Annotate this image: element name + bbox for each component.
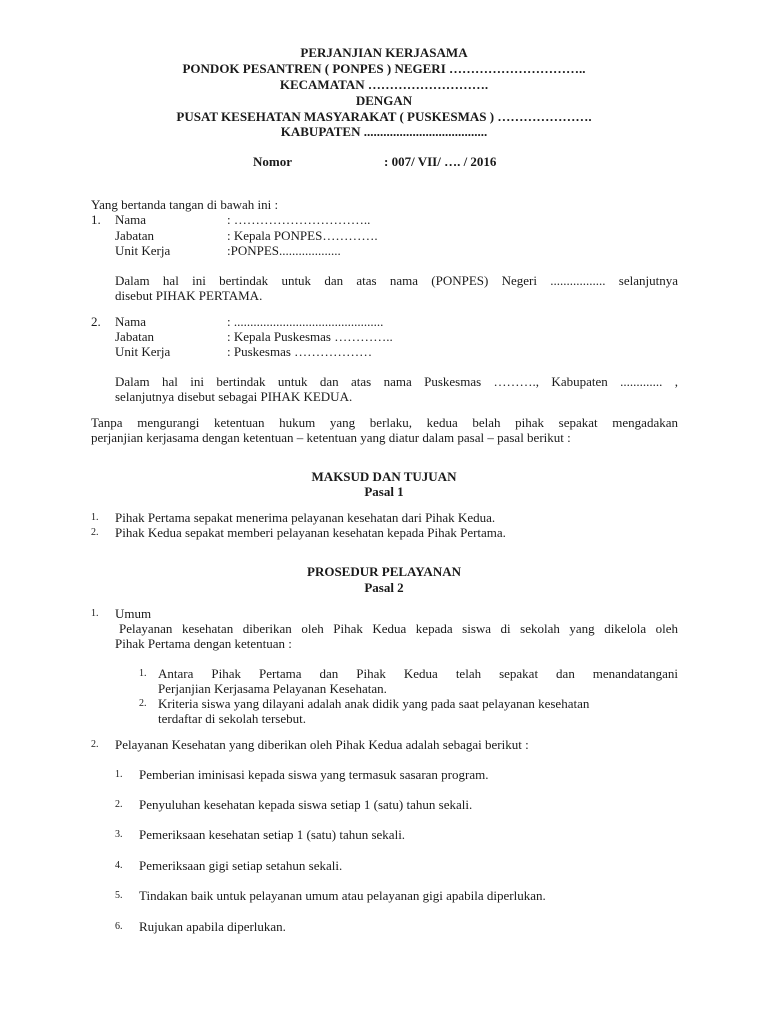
pasal2-umum-text-end: Pihak Pertama dengan ketentuan : [115, 636, 292, 651]
pasal2-item-umum-title: Umum [115, 606, 152, 621]
pelayanan-sub-item: Penyuluhan kesehatan kepada siswa setiap 1 (satu) tahun sekali. [139, 797, 473, 812]
pelayanan-sub-number: 3. [115, 829, 123, 840]
party2-description-end: selanjutnya disebut sebagai PIHAK KEDUA. [115, 389, 353, 404]
doc-title-kabupaten: KABUPATEN ...................................... [280, 124, 488, 139]
party2-jabatan-label: Jabatan [115, 329, 154, 344]
doc-title: PERJANJIAN KERJASAMA [300, 45, 468, 60]
doc-title-dengan: DENGAN [355, 93, 413, 108]
party2-number: 2. [91, 314, 101, 329]
pasal1-item: Pihak Pertama sepakat menerima pelayanan kesehatan dari Pihak Kedua. [115, 510, 496, 525]
party1-unit-label: Unit Kerja [115, 243, 171, 258]
pasal1-item-number: 1. [91, 512, 99, 523]
party2-unit-value: : Puskesmas ……………… [227, 344, 373, 359]
pasal-2-heading: Pasal 2 [364, 580, 404, 595]
nomor-label: Nomor [253, 154, 292, 169]
party2-description: Dalam hal ini bertindak untuk dan atas nama Puskesmas ………., Kabupaten ............. , [115, 374, 678, 389]
pasal2-umum-text: Pelayanan kesehatan diberikan oleh Pihak Kedua kepada siswa di sekolah yang dikelola oleh [119, 621, 678, 636]
pelayanan-sub-item: Tindakan baik untuk pelayanan umum atau pelayanan gigi apabila diperlukan. [139, 888, 546, 903]
umum-sub-item: Kriteria siswa yang dilayani adalah anak didik yang pada saat pelayanan kesehatan [158, 696, 590, 711]
party2-jabatan-value: : Kepala Puskesmas ………….. [227, 329, 393, 344]
umum-sub-number: 1. [139, 668, 147, 679]
party1-description: Dalam hal ini bertindak untuk dan atas nama (PONPES) Negeri ................. selanjutnya [115, 273, 678, 288]
pasal2-item-pelayanan: Pelayanan Kesehatan yang diberikan oleh Pihak Kedua adalah sebagai berikut : [115, 737, 529, 752]
party1-jabatan-value: : Kepala PONPES…………. [227, 228, 378, 243]
pelayanan-sub-item: Pemeriksaan gigi setiap setahun sekali. [139, 858, 343, 873]
party1-jabatan-label: Jabatan [115, 228, 154, 243]
nomor-value: : 007/ VII/ …. / 2016 [384, 154, 497, 169]
pasal2-item-number: 2. [91, 739, 99, 750]
section-heading-maksud: MAKSUD DAN TUJUAN [311, 469, 457, 484]
pelayanan-sub-number: 5. [115, 890, 123, 901]
party1-unit-value: :PONPES................... [227, 243, 341, 258]
pasal1-item-number: 2. [91, 527, 99, 538]
pelayanan-sub-item: Pemeriksaan kesehatan setiap 1 (satu) tahun sekali. [139, 827, 406, 842]
preamble-text-end: perjanjian kerjasama dengan ketentuan – ketentuan yang diatur dalam pasal – pasal berikut : [91, 430, 571, 445]
doc-title-ponpes: PONDOK PESANTREN ( PONPES ) NEGERI ………………………….. [182, 61, 586, 76]
party1-number: 1. [91, 212, 101, 227]
umum-sub-item: Antara Pihak Pertama dan Pihak Kedua telah sepakat dan menandatangani [158, 666, 678, 681]
party2-nama-value: : .............................................. [227, 314, 384, 329]
pelayanan-sub-item: Rujukan apabila diperlukan. [139, 919, 286, 934]
umum-sub-item-end: Perjanjian Kerjasama Pelayanan Kesehatan. [158, 681, 387, 696]
umum-sub-item-end: terdaftar di sekolah tersebut. [158, 711, 306, 726]
doc-title-puskesmas: PUSAT KESEHATAN MASYARAKAT ( PUSKESMAS ) …………………. [176, 109, 592, 124]
umum-sub-number: 2. [139, 698, 147, 709]
party1-nama-value: : ………………………….. [227, 212, 371, 227]
party1-description-end: disebut PIHAK PERTAMA. [115, 288, 263, 303]
pasal2-item-number: 1. [91, 608, 99, 619]
intro-text: Yang bertanda tangan di bawah ini : [91, 197, 279, 212]
pasal-1-heading: Pasal 1 [364, 484, 404, 499]
pelayanan-sub-item: Pemberian iminisasi kepada siswa yang termasuk sasaran program. [139, 767, 489, 782]
section-heading-prosedur: PROSEDUR PELAYANAN [307, 564, 461, 579]
pasal1-item: Pihak Kedua sepakat memberi pelayanan kesehatan kepada Pihak Pertama. [115, 525, 506, 540]
party1-nama-label: Nama [115, 212, 147, 227]
doc-title-kecamatan: KECAMATAN ………………………. [279, 77, 489, 92]
party2-nama-label: Nama [115, 314, 147, 329]
pelayanan-sub-number: 6. [115, 921, 123, 932]
preamble-text: Tanpa mengurangi ketentuan hukum yang berlaku, kedua belah pihak sepakat mengadakan [91, 415, 678, 430]
pelayanan-sub-number: 4. [115, 860, 123, 871]
pelayanan-sub-number: 2. [115, 799, 123, 810]
pelayanan-sub-number: 1. [115, 769, 123, 780]
party2-unit-label: Unit Kerja [115, 344, 171, 359]
